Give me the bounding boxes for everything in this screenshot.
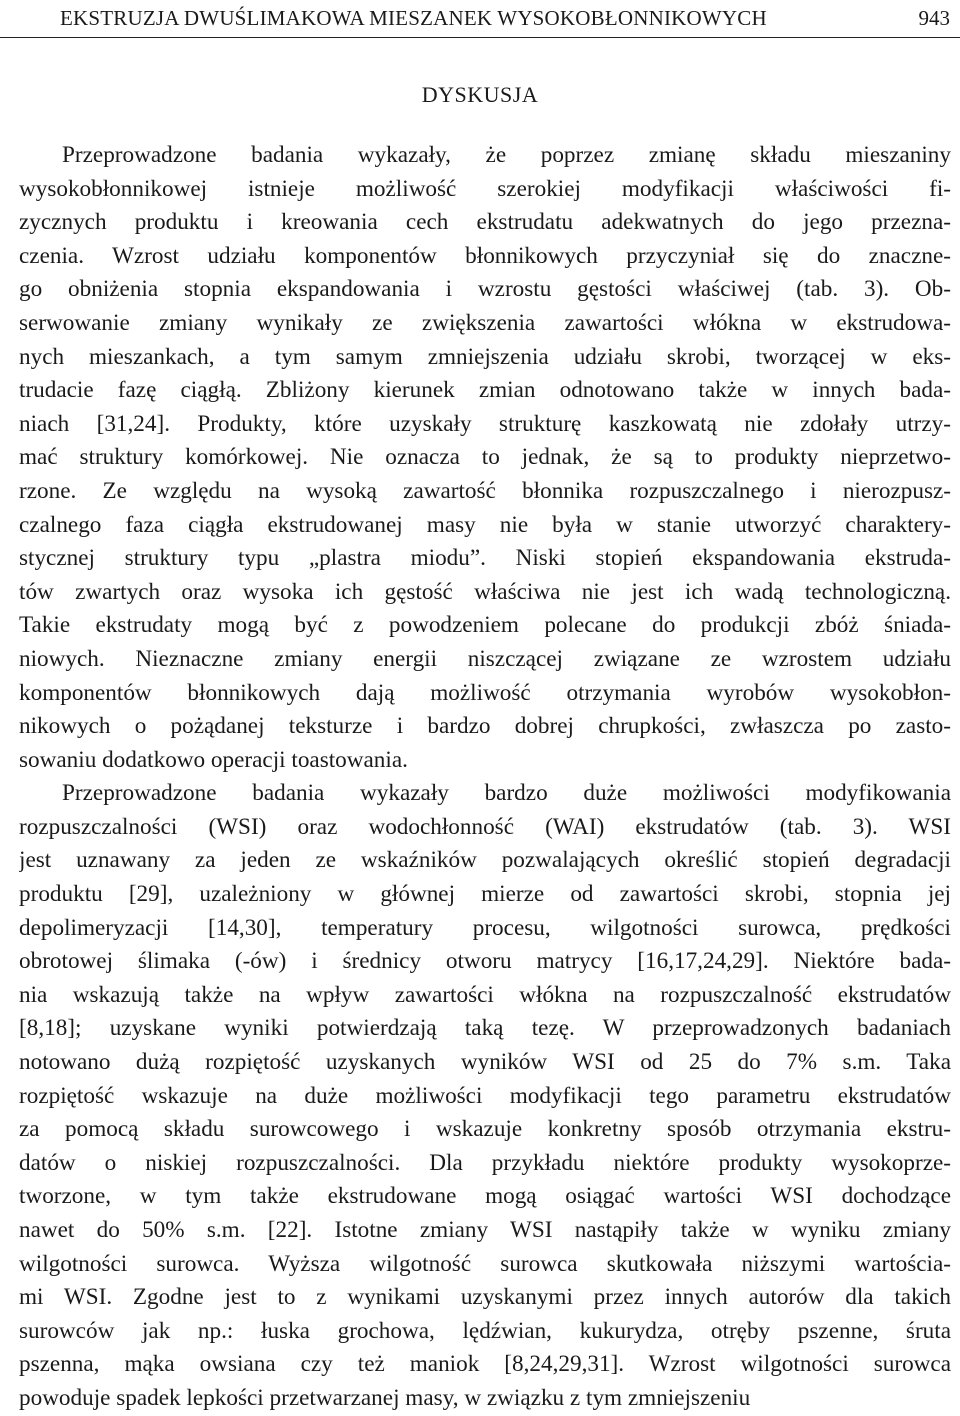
section-heading: DYSKUSJA	[421, 82, 539, 107]
text-line: sowaniu dodatkowo operacji toastowania.	[19, 746, 408, 773]
body-text	[19, 139, 951, 1416]
text-line: rozpiętość wskazuje na duże możliwości modyfikacji tego parametru ekstrudatów	[19, 1082, 951, 1109]
text-line: nych mieszankach, a tym samym zmniejszenia udziału skrobi, tworzącej w eks-	[19, 343, 951, 370]
text-line: Przeprowadzone badania wykazały, że poprzez zmianę składu mieszaniny	[62, 142, 951, 168]
text-line: Przeprowadzone badania wykazały bardzo duże możliwości modyfikowania	[62, 780, 951, 807]
text-line: stycznej struktury typu „plastra miodu”. Niski stopień ekspandowania ekstruda-	[19, 545, 951, 572]
text-line: zycznych produktu i kreowania cech ekstrudatu adekwatnych do jego przezna-	[19, 209, 951, 236]
text-line: wysokobłonnikowej istnieje możliwość szerokiej modyfikacji właściwości fi-	[19, 175, 951, 202]
text-line: tów zwartych oraz wysoka ich gęstość właściwa nie jest ich wadą technologiczną.	[19, 578, 951, 605]
text-line: surowców jak np.: łuska grochowa, lędźwian, kukurydza, otręby pszenne, śruta	[19, 1317, 951, 1344]
paragraph-2	[19, 777, 951, 1415]
text-line: komponentów błonnikowych dają możliwość otrzymania wyrobów wysokobłon-	[19, 679, 951, 706]
running-header-title: EKSTRUZJA DWUŚLIMAKOWA MIESZANEK WYSOKOBŁONNIKOWYCH	[60, 6, 767, 30]
text-line: produktu [29], uzależniony w głównej mierze od zawartości skrobi, stopnia jej	[19, 881, 951, 908]
text-line: rzone. Ze względu na wysoką zawartość błonnika rozpuszczalnego i nierozpusz-	[19, 477, 951, 504]
text-line: czalnego faza ciągła ekstrudowanej masy nie była w stanie utworzyć charaktery-	[19, 511, 951, 538]
text-line: obrotowej ślimaka (-ów) i średnicy otworu matrycy [16,17,24,29]. Niektóre bada-	[19, 948, 951, 975]
text-line: datów o niskiej rozpuszczalności. Dla przykładu niektóre produkty wysokoprze-	[19, 1149, 951, 1176]
text-line: Takie ekstrudaty mogą być z powodzeniem polecane do produkcji zbóż śniada-	[19, 612, 951, 639]
text-line: niowych. Nieznaczne zmiany energii niszczącej związane ze wzrostem udziału	[19, 645, 951, 672]
text-line: go obniżenia stopnia ekspandowania i wzrostu gęstości właściwej (tab. 3). Ob-	[19, 276, 951, 303]
text-line: powoduje spadek lepkości przetwarzanej masy, w związku z tym zmniejszeniu	[19, 1384, 751, 1411]
paragraph-1	[19, 139, 951, 777]
page-number: 943	[918, 6, 950, 30]
text-line: mi WSI. Zgodne jest to z wynikami uzyskanymi przez innych autorów dla takich	[19, 1284, 951, 1311]
text-line: trudacie fazę ciągłą. Zbliżony kierunek zmian odnotowano także w innych bada-	[19, 377, 951, 404]
text-line: czenia. Wzrost udziału komponentów błonnikowych przyczyniał się do znaczne-	[19, 242, 951, 269]
text-line: nikowych o pożądanej teksturze i bardzo dobrej chrupkości, zwłaszcza po zasto-	[19, 713, 951, 740]
text-line: [8,18]; uzyskane wyniki potwierdzają taką tezę. W przeprowadzonych badaniach	[19, 1015, 951, 1042]
text-line: nia wskazują także na wpływ zawartości włókna na rozpuszczalność ekstrudatów	[19, 981, 951, 1008]
text-line: serwowanie zmiany wynikały ze zwiększenia zawartości włókna w ekstrudowa-	[19, 309, 951, 336]
text-line: pszenna, mąka owsiana czy też maniok [8,24,29,31]. Wzrost wilgotności surowca	[19, 1351, 951, 1378]
text-line: nawet do 50% s.m. [22]. Istotne zmiany WSI nastąpiły także w wyniku zmiany	[19, 1217, 951, 1243]
text-line: rozpuszczalności (WSI) oraz wodochłonność (WAI) ekstrudatów (tab. 3). WSI	[19, 813, 951, 840]
text-line: depolimeryzacji [14,30], temperatury procesu, wilgotności surowca, prędkości	[19, 914, 951, 941]
text-line: niach [31,24]. Produkty, które uzyskały strukturę kaszkowatą nie zdołały utrzy-	[19, 410, 951, 437]
text-line: wilgotności surowca. Wyższa wilgotność surowca skutkowała niższymi wartościa-	[19, 1250, 951, 1277]
text-line: notowano dużą rozpiętość uzyskanych wyników WSI od 25 do 7% s.m. Taka	[19, 1049, 951, 1076]
text-line: za pomocą składu surowcowego i wskazuje konkretny sposób otrzymania ekstru-	[19, 1116, 951, 1143]
text-line: mać struktury komórkowej. Nie oznacza to jednak, że są to produkty nieprzetwo-	[19, 444, 951, 471]
running-header	[0, 0, 960, 38]
text-line: jest uznawany za jeden ze wskaźników pozwalających określić stopień degradacji	[19, 847, 951, 874]
text-line: tworzone, w tym także ekstrudowane mogą osiągać wartości WSI dochodzące	[19, 1183, 951, 1210]
